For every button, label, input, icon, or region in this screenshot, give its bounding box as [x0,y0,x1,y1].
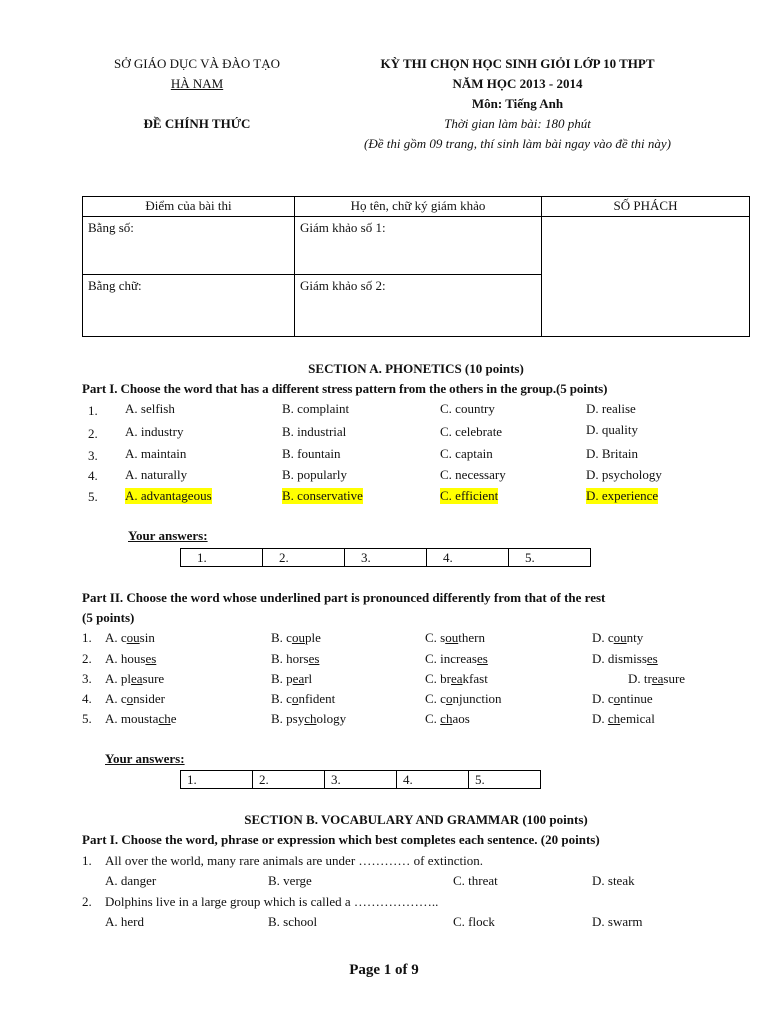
option-a: A. cousin [105,630,155,645]
question-number: 5. [88,489,98,504]
department-name: SỞ GIÁO DỤC VÀ ĐÀO TẠO [114,56,280,71]
answer-grid [180,770,541,789]
option-b: B. pearl [271,671,313,686]
option-b: B. verge [268,873,312,888]
option-c: C. celebrate [440,424,503,439]
answer-cell[interactable]: 2. [263,549,345,567]
option-d-highlighted: D. experience [586,488,659,503]
part-2-points: (5 points) [82,610,135,625]
option-d: D. psychology [586,467,662,482]
option-b: B. horses [271,651,320,666]
option-b: B. complaint [282,401,350,416]
question-number: 4. [82,691,92,706]
part-1-title: Part I. Choose the word, phrase or expression which best completes each sentence. (20 points) [82,832,600,847]
code-cell [542,217,750,337]
score-by-number: Bằng số: [83,217,295,275]
option-d: D. swarm [592,914,643,929]
score-table [82,196,750,337]
page-number: Page 1 of 9 [349,962,419,978]
option-a: A. herd [105,914,144,929]
option-b: B. popularly [282,467,347,482]
option-c: C. breakfast [425,671,488,686]
option-a: A. danger [105,873,157,888]
subject: Môn: Tiếng Anh [471,96,564,111]
option-a: A. houses [105,651,157,666]
option-d: D. chemical [592,711,655,726]
option-d: D. continue [592,691,653,706]
option-d: D. realise [586,401,636,416]
option-b: B. industrial [282,424,347,439]
option-d: D. steak [592,873,635,888]
option-c: C. conjunction [425,691,502,706]
option-a: A. moustache [105,711,177,726]
option-b: B. confident [271,691,336,706]
option-b: B. couple [271,630,321,645]
option-a: A. pleasure [105,671,165,686]
answer-cell[interactable]: 3. [325,771,397,789]
question-number: 4. [88,468,98,483]
option-b-highlighted: B. conservative [282,488,363,503]
question-text: All over the world, many rare animals are under ………… of extinction. [105,853,483,868]
question-number: 2. [82,651,92,666]
question-number: 2. [82,894,92,909]
score-by-words: Bằng chữ: [83,275,295,337]
option-b: B. school [268,914,318,929]
answer-cell[interactable]: 1. [181,549,263,567]
option-a: A. maintain [125,446,187,461]
option-c: C. country [440,401,495,416]
examiner-2: Giám khảo số 2: [295,275,542,337]
score-header: Điểm của bài thi [83,197,295,217]
option-d: D. dismisses [592,651,658,666]
option-b: B. fountain [282,446,341,461]
option-c: C. chaos [425,711,470,726]
option-d: D. quality [586,422,638,437]
answer-cell[interactable]: 1. [181,771,253,789]
duration: Thời gian làm bài: 180 phút [444,116,591,131]
school-year: NĂM HỌC 2013 - 2014 [452,76,583,91]
option-a: A. consider [105,691,165,706]
option-c: C. flock [453,914,495,929]
option-a-highlighted: A. advantageous [125,488,212,503]
option-d: D. county [592,630,644,645]
option-a: A. industry [125,424,184,439]
examiner-header: Họ tên, chữ ký giám khảo [295,197,542,217]
option-c: C. threat [453,873,498,888]
answer-cell[interactable]: 4. [397,771,469,789]
answer-cell[interactable]: 5. [469,771,541,789]
question-number: 1. [82,630,92,645]
exam-title: KỲ THI CHỌN HỌC SINH GIỎI LỚP 10 THPT [380,56,655,71]
option-c: C. necessary [440,467,506,482]
answer-cell[interactable]: 3. [345,549,427,567]
answer-cell[interactable]: 4. [427,549,509,567]
option-a: A. selfish [125,401,175,416]
province-name: HÀ NAM [170,76,224,91]
answer-cell[interactable]: 2. [253,771,325,789]
option-c: C. captain [440,446,493,461]
exam-note: (Đề thi gồm 09 trang, thí sinh làm bài ngay vào đề thi này) [364,136,671,151]
answer-cell[interactable]: 5. [509,549,591,567]
question-number: 3. [82,671,92,686]
part-2-title: Part II. Choose the word whose underlined part is pronounced differently from that of the rest [82,590,606,605]
section-b-title: SECTION B. VOCABULARY AND GRAMMAR (100 points) [244,812,588,827]
question-number: 1. [82,853,92,868]
answers-label: Your answers: [128,528,208,543]
question-text: Dolphins live in a large group which is called a ……………….. [105,894,439,909]
option-c: C. increases [425,651,488,666]
option-c: C. southern [425,630,485,645]
question-number: 1. [88,403,98,418]
option-b: B. psychology [271,711,347,726]
examiner-1: Giám khảo số 1: [295,217,542,275]
question-number: 2. [88,426,98,441]
answer-grid [180,548,591,567]
question-number: 3. [88,448,98,463]
code-header: SỐ PHÁCH [542,197,750,217]
question-number: 5. [82,711,92,726]
option-a: A. naturally [125,467,188,482]
answers-label: Your answers: [105,751,185,766]
section-a-title: SECTION A. PHONETICS (10 points) [308,361,524,376]
part-1-title: Part I. Choose the word that has a different stress pattern from the others in the group.(5 points) [82,381,608,396]
option-d: D. Britain [586,446,638,461]
option-c-highlighted: C. efficient [440,488,499,503]
option-d: D. treasure [628,671,686,686]
official-label: ĐỀ CHÍNH THỨC [143,116,251,131]
